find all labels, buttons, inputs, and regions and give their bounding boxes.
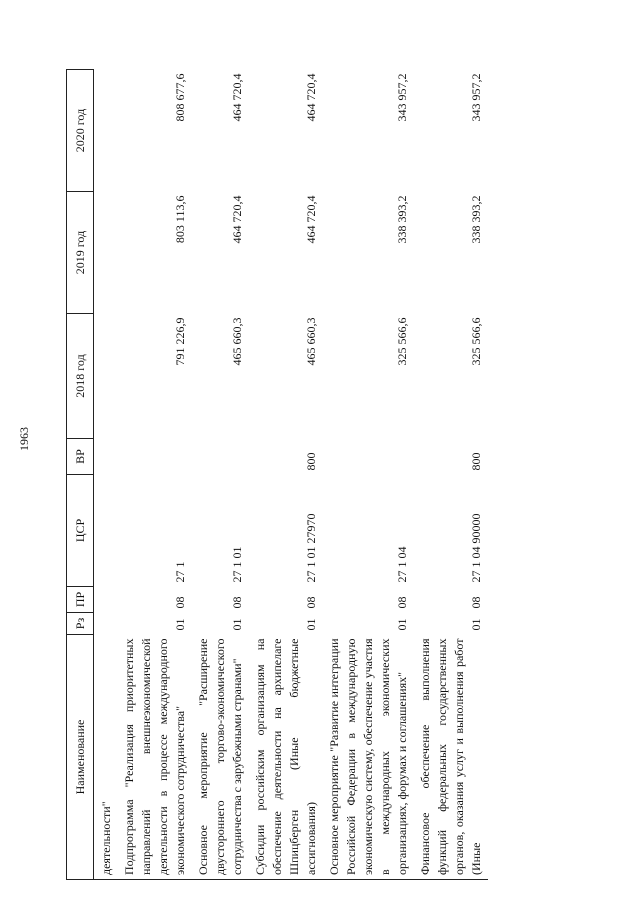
table-row — [118, 70, 192, 880]
row-vr: 800 — [469, 452, 483, 471]
row-csr: 27 1 04 — [395, 546, 409, 583]
row-2020: 464 720,4 — [304, 73, 318, 122]
row-2020: 343 957,2 — [469, 73, 483, 122]
row-name: Основное мероприятие "Расширение двустороннего торгово-экономического сотрудничества с зарубежными странами" — [192, 635, 249, 880]
row-rz: 01 — [395, 618, 409, 631]
row-vr: 800 — [304, 452, 318, 471]
row-2019: 338 393,2 — [395, 195, 409, 244]
row-csr: 27 1 04 90000 — [469, 513, 483, 583]
row-2019: 803 113,6 — [173, 195, 187, 244]
page-number: 1963 — [17, 427, 31, 451]
row-pr: 08 — [469, 596, 483, 609]
header-vr: ВР — [67, 439, 94, 475]
row-name: Подпрограмма "Реализация приоритетных направлений внешнеэкономической деятельности в процессе международного экономического сотрудничества" — [118, 635, 192, 880]
header-2020: 2020 год — [67, 70, 94, 192]
row-pr: 08 — [230, 596, 244, 609]
row-2019: 338 393,2 — [469, 195, 483, 244]
row-name: Основное мероприятие "Развитие интеграции Российской Федерации в международную экономическую систему, обеспечение участия в международных экономических организациях, форумах и соглашениях" — [323, 635, 414, 880]
row-name: Финансовое обеспечение выполнения функций федеральных государственных органов, оказания услуг и выполнения работ (Иные — [414, 635, 488, 880]
row-name: деятельности" — [94, 635, 119, 880]
header-csr: ЦСР — [67, 475, 94, 587]
header-2019: 2019 год — [67, 192, 94, 314]
table-row — [249, 70, 323, 880]
table-row — [323, 70, 414, 880]
header-pr: ПР — [67, 587, 94, 613]
row-pr: 08 — [173, 596, 187, 609]
row-pr: 08 — [304, 596, 318, 609]
row-2019: 464 720,4 — [304, 195, 318, 244]
header-name: Наименование — [67, 635, 94, 880]
row-2020: 464 720,4 — [230, 73, 244, 122]
row-rz — [94, 613, 119, 635]
row-2018: 325 566,6 — [395, 317, 409, 366]
row-2018: 325 566,6 — [469, 317, 483, 366]
table-row — [94, 70, 119, 880]
row-2020: 808 677,6 — [173, 73, 187, 122]
table-header-row — [67, 70, 94, 880]
row-csr: 27 1 — [173, 561, 187, 583]
row-rz: 01 — [469, 618, 483, 631]
budget-table — [66, 69, 488, 880]
row-vr — [94, 439, 119, 475]
row-vr — [323, 439, 414, 475]
row-vr — [118, 439, 192, 475]
rotated-table-wrapper — [66, 70, 606, 880]
header-2018: 2018 год — [67, 314, 94, 439]
row-rz: 01 — [304, 618, 318, 631]
row-rz: 01 — [230, 618, 244, 631]
table-row — [414, 70, 488, 880]
row-rz: 01 — [173, 618, 187, 631]
row-2019 — [94, 192, 119, 314]
row-pr — [94, 587, 119, 613]
table-row — [192, 70, 249, 880]
row-vr — [192, 439, 249, 475]
row-csr — [94, 475, 119, 587]
row-2018: 791 226,9 — [173, 317, 187, 366]
row-2018 — [94, 314, 119, 439]
row-2018: 465 660,3 — [304, 317, 318, 366]
row-csr: 27 1 01 — [230, 546, 244, 583]
row-2020 — [94, 70, 119, 192]
header-rz: Рз — [67, 613, 94, 635]
row-csr: 27 1 01 27970 — [304, 513, 318, 583]
row-2018: 465 660,3 — [230, 317, 244, 366]
row-pr: 08 — [395, 596, 409, 609]
row-name: Субсидии российским организациям на обеспечение деятельности на архипелаге Шпицберген (Иные бюджетные ассигнования) — [249, 635, 323, 880]
row-2019: 464 720,4 — [230, 195, 244, 244]
row-2020: 343 957,2 — [395, 73, 409, 122]
